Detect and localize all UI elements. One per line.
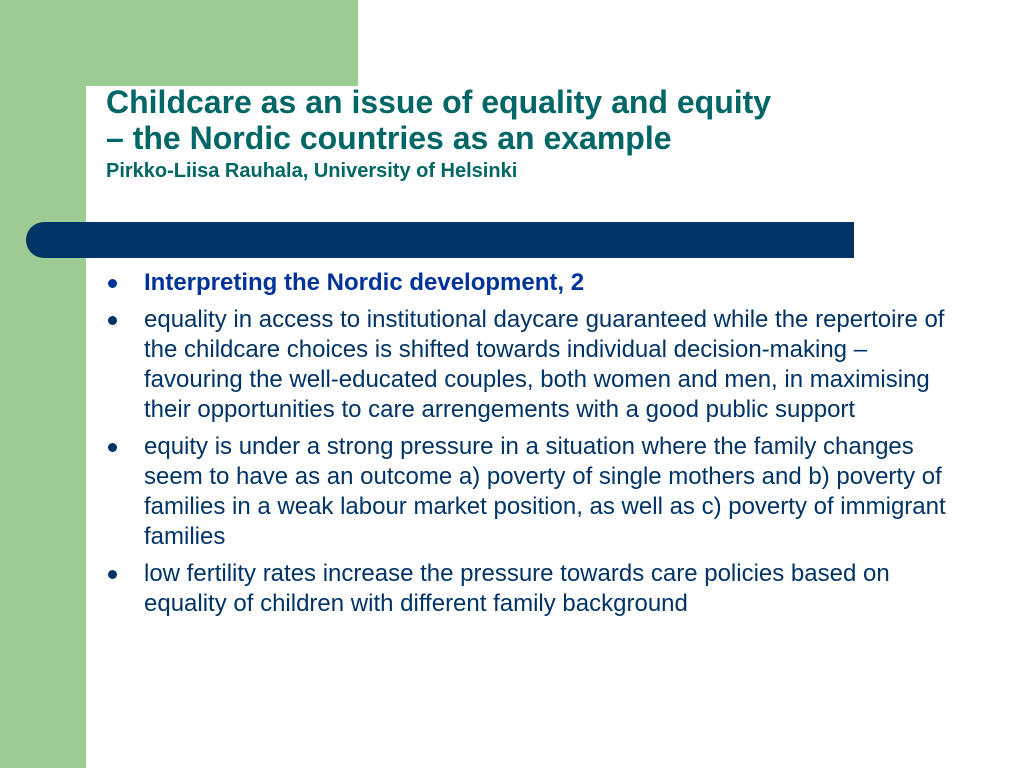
slide-title-line-1: Childcare as an issue of equality and equity — [106, 84, 772, 120]
bullet-dot-icon — [108, 316, 117, 325]
bullet-text: low fertility rates increase the pressure towards care policies based on equality of children with different family background — [144, 560, 890, 617]
bullet-item — [106, 559, 946, 619]
bullet-dot-icon — [108, 279, 117, 288]
slide-subtitle: Pirkko-Liisa Rauhala, University of Helsinki — [106, 160, 518, 182]
bullet-text: equity is under a strong pressure in a situation where the family changes seem to have as an outcome a) poverty of single mothers and b) poverty of families in a weak labour market position, as well as c) poverty of immigrant families — [144, 433, 946, 550]
bullet-item — [106, 305, 946, 425]
bullet-item — [106, 432, 946, 552]
bullet-list — [106, 268, 946, 626]
divider-bar — [26, 222, 854, 258]
green-left-band — [0, 0, 86, 768]
bullet-dot-icon — [108, 570, 117, 579]
title-block — [106, 84, 986, 184]
bullet-text: Interpreting the Nordic development, 2 — [144, 269, 585, 296]
slide-title-line-2: – the Nordic countries as an example — [106, 120, 672, 156]
bullet-dot-icon — [108, 443, 117, 452]
bullet-item-heading — [106, 268, 946, 298]
bullet-text: equality in access to institutional daycare guaranteed while the repertoire of the childcare choices is shifted towards individual decision-making – favouring the well-educated couples, both women and men, in maximising their opportunities to care arrengements with a good public support — [144, 306, 945, 423]
